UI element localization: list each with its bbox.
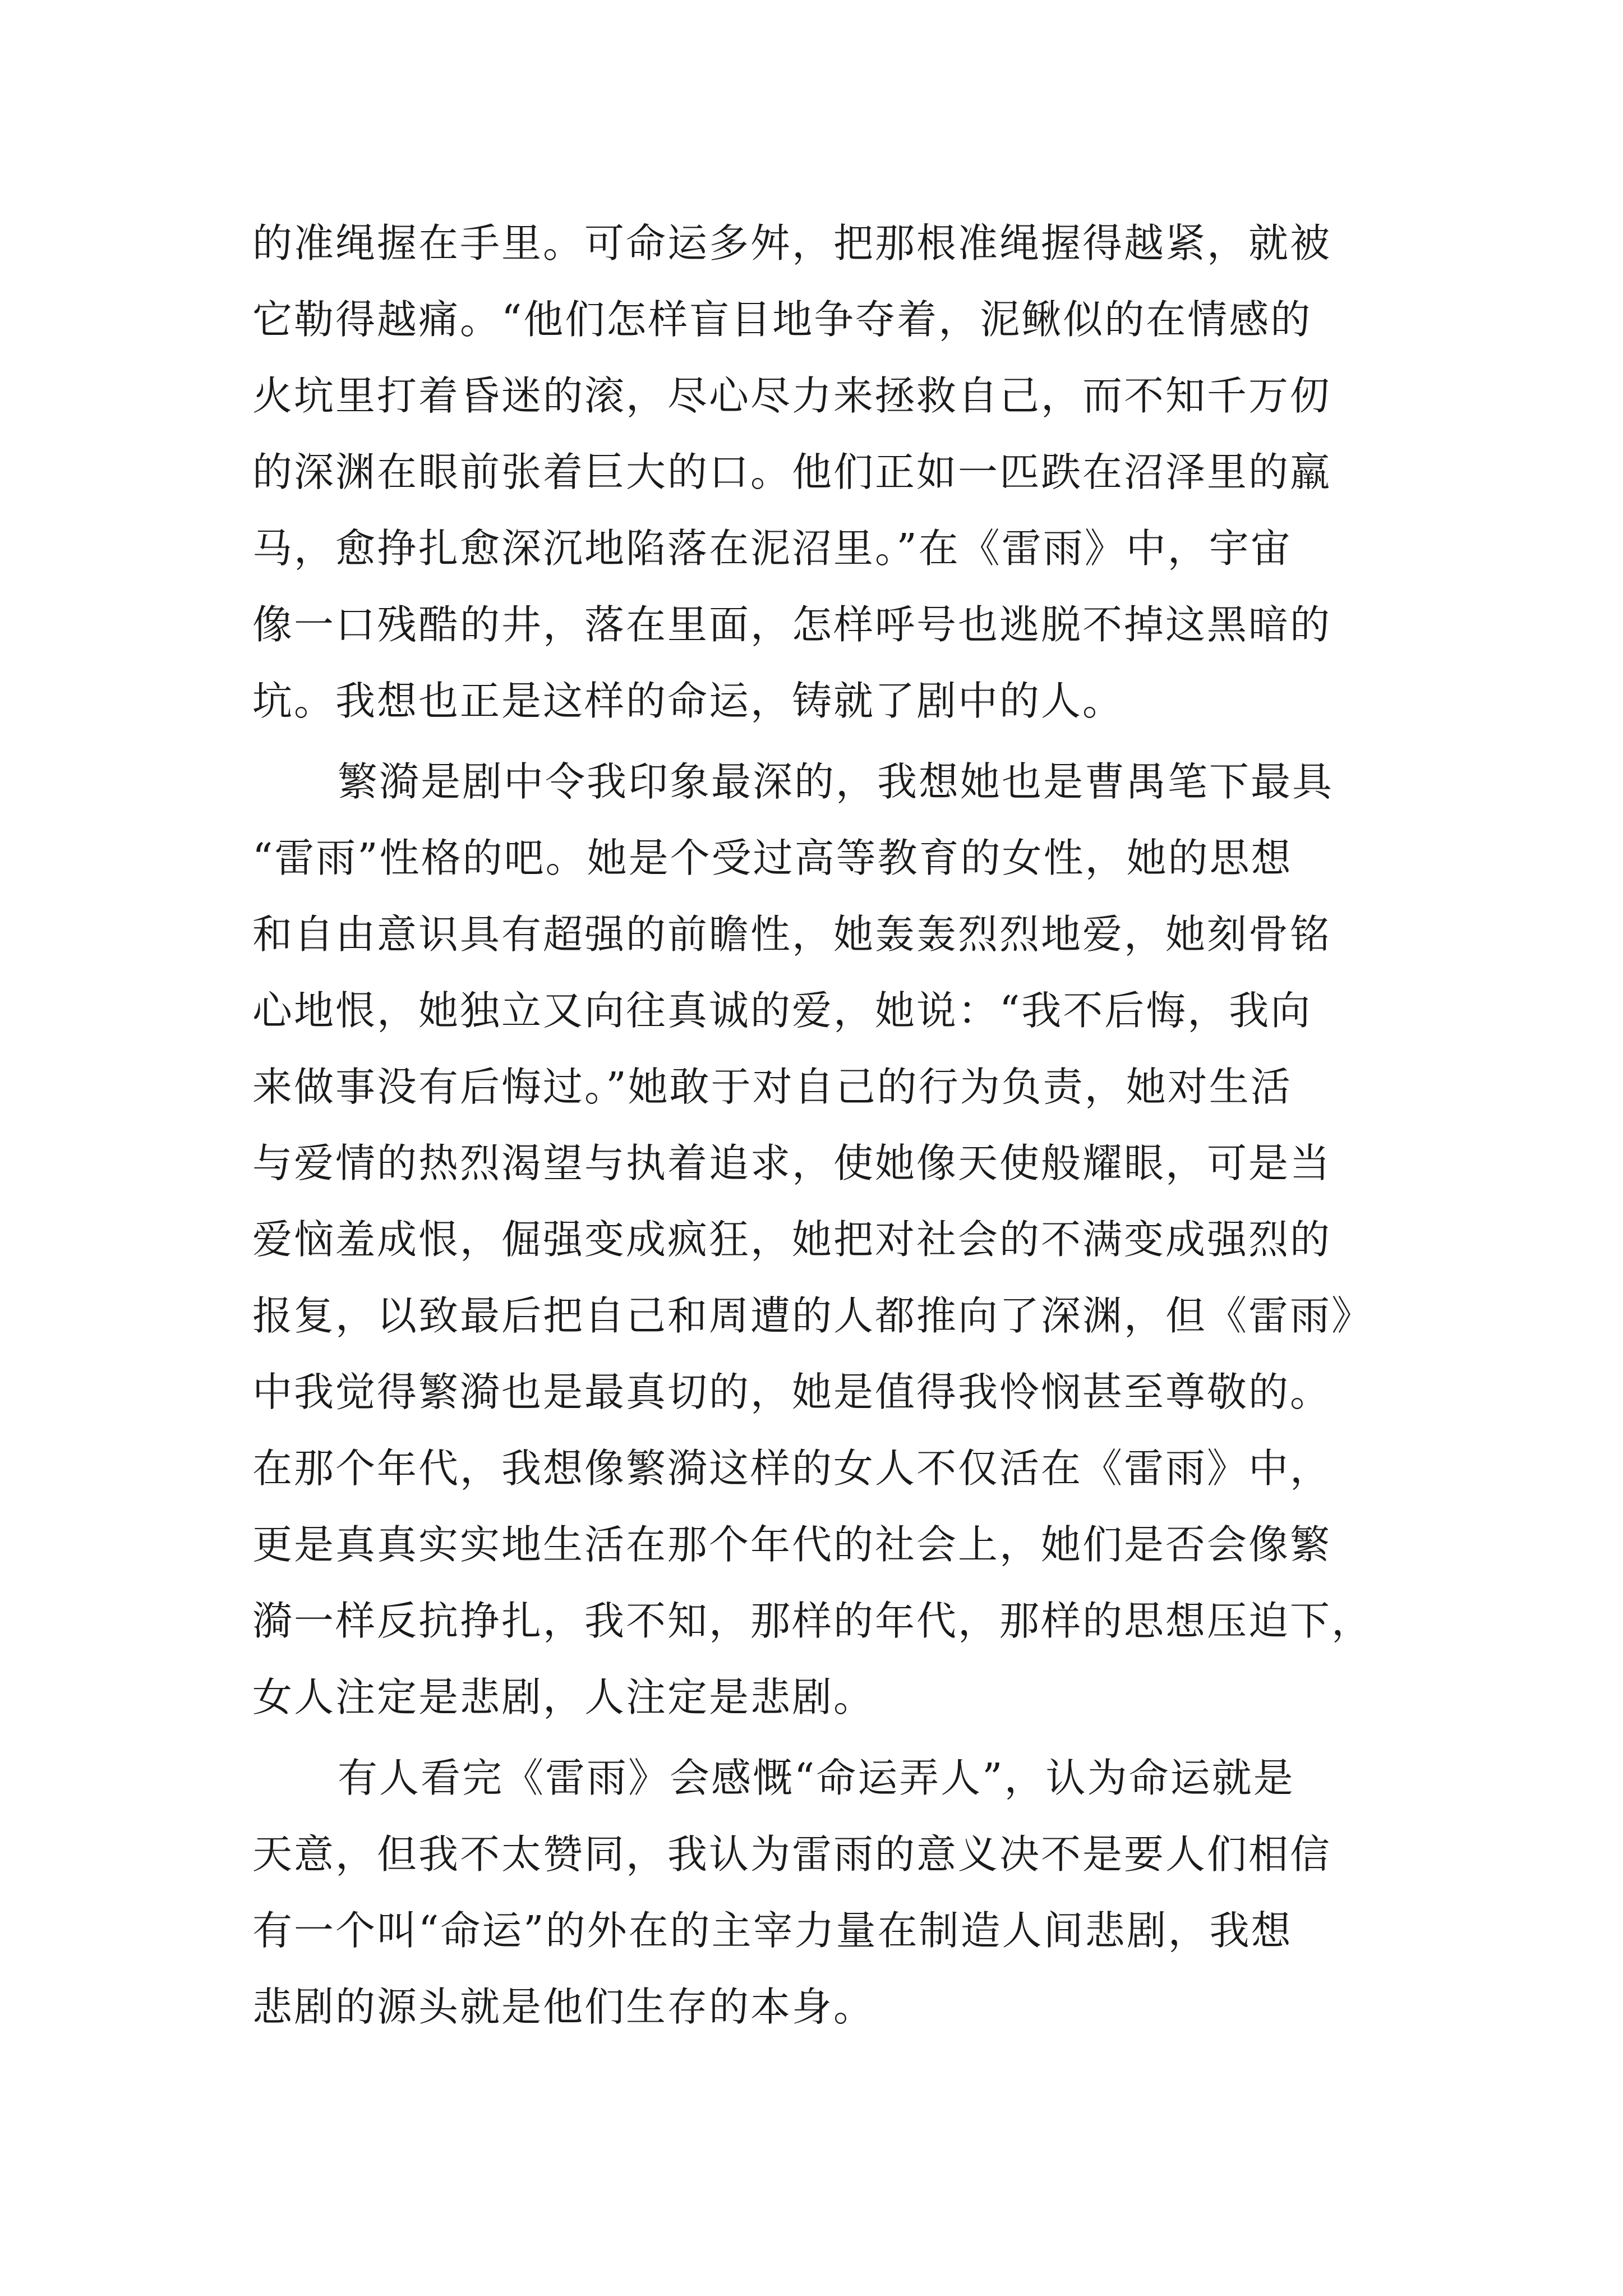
text-line: 悲剧的源头就是他们生存的本身。 bbox=[252, 1984, 875, 2030]
text-line: 在那个年代，我想像繁漪这样的女人不仅活在《雷雨》中， bbox=[252, 1445, 1332, 1492]
text-line: 火坑里打着昏迷的滚，尽心尽力来拯救自己，而不知千万仞 bbox=[252, 372, 1332, 419]
text-line: 有人看完《雷雨》会感慨“命运弄人”，认为命运就是 bbox=[338, 1755, 1295, 1801]
text-line: 爱恼羞成恨，倔强变成疯狂，她把对社会的不满变成强烈的 bbox=[252, 1216, 1332, 1263]
text-line: 的深渊在眼前张着巨大的口。他们正如一匹跌在沼泽里的羸 bbox=[252, 449, 1332, 495]
body-text bbox=[252, 205, 1391, 2045]
text-line: 与爱情的热烈渴望与执着追求，使她像天使般耀眼，可是当 bbox=[252, 1140, 1332, 1186]
paragraph-gap bbox=[252, 1736, 1391, 1740]
text-line: 女人注定是悲剧，人注定是悲剧。 bbox=[252, 1674, 875, 1720]
text-line: 它勒得越痛。“他们怎样盲目地争夺着，泥鳅似的在情感的 bbox=[252, 296, 1312, 343]
text-line: 马，愈挣扎愈深沉地陷落在泥沼里。”在《雷雨》中，宇宙 bbox=[252, 525, 1292, 572]
text-line: 中我觉得繁漪也是最真切的，她是值得我怜悯甚至尊敬的。 bbox=[252, 1369, 1332, 1415]
text-line: 的准绳握在手里。可命运多舛，把那根准绳握得越紧，就被 bbox=[252, 220, 1332, 266]
text-line: 天意，但我不太赞同，我认为雷雨的意义决不是要人们相信 bbox=[252, 1831, 1332, 1878]
paragraph-2 bbox=[252, 744, 1391, 1736]
text-line: 和自由意识具有超强的前瞻性，她轰轰烈烈地爱，她刻骨铭 bbox=[252, 911, 1332, 958]
text-line: 漪一样反抗挣扎，我不知，那样的年代，那样的思想压迫下， bbox=[252, 1598, 1373, 1644]
text-line: 繁漪是剧中令我印象最深的，我想她也是曹禺笔下最具 bbox=[338, 758, 1334, 805]
text-line: “雷雨”性格的吧。她是个受过高等教育的女性，她的思想 bbox=[252, 835, 1293, 881]
text-line: 像一口残酷的井，落在里面，怎样呼号也逃脱不掉这黑暗的 bbox=[252, 601, 1332, 648]
paragraph-1 bbox=[252, 205, 1391, 739]
paragraph-gap bbox=[252, 739, 1391, 744]
paragraph-3 bbox=[252, 1740, 1391, 2045]
text-line: 有一个叫“命运”的外在的主宰力量在制造人间悲剧，我想 bbox=[252, 1907, 1293, 1954]
text-line: 报复，以致最后把自己和周遭的人都推向了深渊，但《雷雨》 bbox=[252, 1292, 1373, 1339]
text-line: 更是真真实实地生活在那个年代的社会上，她们是否会像繁 bbox=[252, 1521, 1332, 1568]
text-line: 来做事没有后悔过。”她敢于对自己的行为负责，她对生活 bbox=[252, 1064, 1292, 1110]
text-line: 坑。我想也正是这样的命运，铸就了剧中的人。 bbox=[252, 678, 1124, 724]
text-line: 心地恨，她独立又向往真诚的爱，她说：“我不后悔，我向 bbox=[252, 987, 1312, 1034]
